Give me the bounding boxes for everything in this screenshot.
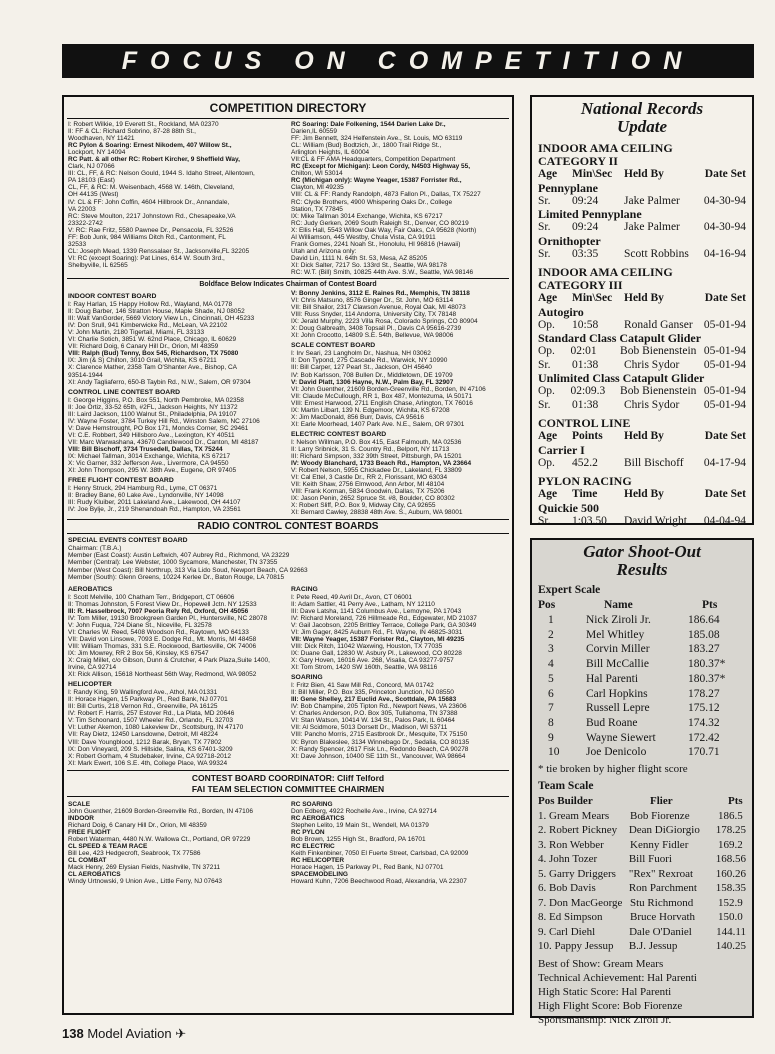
directory-entry: V: John Fuqua, 724 Diane St., Niceville, FL 32578 [68, 621, 212, 629]
directory-entry: X: Randy Spencer, 2617 Fisk Ln., Redondo Beach, CA 90278 [291, 745, 469, 753]
directory-entry: X: Craig Millet, c/o Gibson, Dunn & Crutcher, 4 Park Plaza,Suite 1400, [68, 657, 270, 665]
directory-entry: RC Patt. & all other RC: Robert Kircher, 9 Sheffield Way, [68, 156, 240, 164]
directory-entry: X: Vic Garner, 332 Jefferson Ave., Livermore, CA 94550 [68, 460, 229, 468]
directory-entry: IV: CL & FF: John Coffin, 4604 Hillbrook Dr., Annandale, [68, 198, 230, 206]
directory-entry: Bill Lee, 423 Hedgecroft, Seabrook, TX 77586 [68, 850, 201, 858]
directory-entry: II: Adam Sattler, 41 Perry Ave., Latham, NY 12110 [291, 600, 435, 608]
directory-entry: IX: Jerald Murphy, 2223 Villa Rosa, Colorado Springs, CO 80904 [291, 318, 478, 326]
directory-entry: VI: Cal Ettel, 3 Castle Dr., RR 2, Florissant, MO 63034 [291, 474, 448, 482]
record-category: CATEGORY II [538, 154, 618, 168]
directory-entry: V: Bonny Jenkins, 3112 E. Raines Rd., Memphis, TN 38118 [291, 290, 470, 298]
directory-entry: VI: Luther Akemon, 1080 Lakeview Dr., Scottsburg, IN 47170 [68, 724, 244, 732]
directory-entry: II: Bill Miller, P.O. Box 335, Princeton Junction, NJ 08550 [291, 689, 454, 697]
special-events-title: SPECIAL EVENTS CONTEST BOARD [68, 537, 188, 545]
helicopter-list [68, 689, 285, 767]
directory-entry: FF: Bob Junk, 984 Williams Ditch Rd., Cantonment, FL [68, 233, 226, 241]
record-columns: Age Time Held By Date Set [538, 488, 746, 500]
directory-entry: IV: Don Srull, 941 Kimberwicke Rd., McLean, VA 22102 [68, 322, 228, 330]
directory-entry: Al Williamson, 445 Westby, Chula Vista, CA 91911 [291, 233, 436, 241]
directory-entry: I: George Higgins, P.O. Box 551, North Pembroke, MA 02358 [68, 396, 244, 404]
directory-entry: VII:CL & FF AMA Headquarters, Competition Department [291, 156, 456, 164]
directory-entry: Arlington Heights, IL 60004 [291, 149, 370, 157]
directory-entry: VIII: Russ Snyder, 114 Andorra, University City, TX 78148 [291, 311, 457, 319]
record-row: Sr. 01:38 Chris Sydor 05-01-94 [538, 358, 746, 371]
free-flight-board-list [68, 485, 285, 513]
directory-entry: XI: John Crocotto, 14809 S.E. 54th, Bellevue, WA 98006 [291, 332, 454, 340]
directory-entry: II: Thomas Johnston, 5 Forest View Dr., Hopewell Jctn. NY 12533 [68, 600, 257, 608]
directory-entry: Richard Doig, 6 Canary Hill Dr., Orion, MI 48359 [68, 821, 207, 829]
directory-entry: XI: John Thompson, 295 W. 38th Ave., Eugene, OR 97405 [68, 467, 237, 475]
directory-entry: RC: Judy Gerken, 2069 South Raleigh St., Denver, CO 80219 [291, 219, 469, 227]
directory-entry: FREE FLIGHT [68, 828, 111, 836]
gator-title: Gator Shoot-Out Results [583, 542, 701, 579]
gator-shootout-panel [530, 538, 754, 1026]
team-row: 5. Garry Driggers "Rex" Rexroat 160.26 [538, 867, 746, 880]
directory-entry: IV: Bob Champine, 205 Tipton Rd., Newport News, VA 23606 [291, 703, 467, 711]
directory-entry: VII: David von Linsowe, 7093 E. Dodge Rd., Mt. Morris, MI 48458 [68, 635, 257, 643]
directory-entry: II: Larry Sribnick, 31 S. Country Rd., Belport, NY 11713 [291, 445, 450, 453]
record-row: Sr. 03:35 Scott Robbins 04-16-94 [538, 247, 746, 260]
directory-entry: VII: Richard Doig, 6 Canary Hill Dr., Orion, MI 48359 [68, 343, 219, 351]
directory-entry: Shelbyville, IL 62565 [68, 261, 128, 269]
record-class: Ornithopter [538, 233, 601, 248]
directory-entry: I: Irv Seari, 23 Langholm Dr., Nashua, NH 03062 [291, 350, 431, 358]
record-class: Carrier I [538, 442, 585, 457]
team-results [538, 809, 746, 954]
directory-entry: VIII: Ernest Harwood, 2711 English Chase, Arlington, TX 76016 [291, 399, 473, 407]
directory-entry: VII: Bill Shailor, 2317 Clawson Avenue, Royal Oak, MI 48073 [291, 304, 466, 312]
team-row: 7. Don MacGeorge Stu Richmond 152.9 [538, 896, 743, 909]
directory-entry: I: Robert Wilkie, 19 Everett St., Rockland, MA 02370 [68, 121, 219, 128]
directory-entry: VIII: Dave Youngblood, 1212 Barak, Bryan, TX 77802 [68, 738, 222, 746]
team-row: 1. Gream Mears Bob Fiorenze 186.5 [538, 809, 743, 822]
directory-entry: X: Ellis Hall, 5543 Willow Oak Way, Fair Oaks, CA 95628 (North) [291, 226, 477, 234]
directory-entry: VI: Charlie Sotich, 3851 W. 62nd Place, Chicago, IL 60629 [68, 336, 237, 344]
directory-entry: III: Rudy Kluiber, 2011 Lakeland Ave., Lakewood, OH 44107 [68, 499, 241, 507]
directory-entry: II: FF & CL: Richard Sobrino, 87-28 88th St., [68, 128, 196, 136]
directory-entry: VIII: Frank Korman, 5834 Goodwin, Dallas, TX 75206 [291, 488, 445, 496]
directory-entry: Stephen Lelito, 19 Main St., Wendell, MA 01379 [291, 821, 429, 829]
directory-entry: III: Gene Shelley, 217 Euclid Ave., Scottdale, PA 15683 [291, 696, 457, 704]
directory-entry: RC: Steve Moulton, 2217 Johnstown Rd., Chesapeake,VA [68, 212, 236, 220]
directory-entry: VA 22003 [68, 205, 96, 213]
indoor-board-list [68, 301, 285, 386]
free-flight-board-title: FREE FLIGHT CONTEST BOARD [68, 477, 174, 485]
award-item: Technical Achievement: Hal Parenti [538, 971, 697, 984]
directory-entry: VIII: Dick Ritch, 11042 Waxwing, Houston, TX 77035 [291, 642, 443, 650]
directory-entry: V: RC: Rae Fritz, 5580 Pawnee Dr., Pensacola, FL 32526 [68, 226, 234, 234]
directory-entry: X: Doug Galbreath, 3408 Topsail Pl., Davis CA 95616-2739 [291, 325, 462, 333]
directory-entry: IX: Mike Tallman 3014 Exchange, Wichita, KS 67217 [291, 212, 443, 220]
awards-list [538, 957, 746, 1027]
record-class: Autogiro [538, 304, 584, 319]
directory-entry: Utah and Arizona only: [291, 247, 357, 255]
record-columns: Age Points Held By Date Set [538, 430, 746, 442]
directory-entry: RC ELECTRIC [291, 842, 335, 850]
directory-entry: CL, FF, & RC: M. Weisenbach, 4568 W. 146th, Cleveland, [68, 184, 235, 192]
directory-entry: XI: Mark Ewert, 106 S.E. 4th, College Place, WA 99324 [68, 759, 228, 767]
directory-entry: Chairman: (T.B.A.) [68, 545, 122, 553]
team-scale-label: Team Scale [538, 780, 594, 793]
directory-entry: II: Bradley Bane, 60 Lake Ave., Lyndonville, NY 14098 [68, 492, 224, 500]
directory-entry: I: Randy King, 59 Wallingford Ave., Athol, MA 01331 [68, 689, 218, 697]
directory-entry: Member (East Coast): Austin Leftwich, 407 Aubrey Rd., Richmond, VA 23229 [68, 552, 290, 560]
directory-entry: I: Nelson Willman, P.O. Box 415, East Falmouth, MA 02536 [291, 438, 462, 446]
section-banner: FOCUS ON COMPETITION [62, 44, 754, 78]
aerobatics-list [68, 594, 285, 679]
directory-entry: I: Scott Melville, 100 Chatham Terr., Bridgeport, CT 06606 [68, 593, 235, 601]
award-item: Best of Show: Gream Mears [538, 957, 664, 970]
directory-entry: VII: Claude McCullough, RR 1, Box 487, Montezuma, IA 50171 [291, 392, 473, 400]
directory-entry: I: Fritz Bien, 41 Saw Mill Rd., Concord, MA 01742 [291, 682, 434, 690]
directory-entry: 32533 [68, 240, 87, 248]
directory-entry: IV: Woody Blanchard, 1733 Beach Rd., Hampton, VA 23664 [291, 460, 472, 468]
directory-entry: RC: Clyde Brothers, 4900 Whispering Oaks Dr., College [291, 198, 453, 206]
directory-entry: VII: Marc Warwashana, 43670 Candlewood Dr., Canton, MI 48187 [68, 438, 259, 446]
expert-header: Pos Name Pts [538, 599, 718, 611]
expert-row: 1 Nick Ziroli Jr. 186.64 [548, 614, 720, 626]
directory-entry: VI: John Guenther, 21609 Borden-Greenville Rd., Borden, IN 47106 [291, 385, 486, 393]
award-item: High Static Score: Hal Parenti [538, 985, 672, 998]
directory-entry: VI: Charles W. Reed, 5408 Woodson Rd., Raytown, MO 64133 [68, 628, 249, 636]
directory-entry: RC: W.T. (Bill) Smith, 10825 44th Ave. S.W., Seattle, WA 98146 [291, 268, 474, 276]
directory-entry: Woodhaven, NY 11421 [68, 135, 135, 143]
control-line-board-list [68, 397, 285, 475]
directory-entry: Keith Finkenbiner, 7050 El Fuerte Street, Carlsbad, CA 92009 [291, 850, 469, 858]
indoor-board-list-cont [291, 290, 508, 339]
directory-entry: Bob Brown, 1255 High St., Bradford, PA 16701 [291, 835, 426, 843]
scale-board-list [291, 350, 508, 428]
fai-list-left [68, 801, 285, 886]
directory-entry: IV: Richard Moreland, 726 Hillmeade Rd., Edgewater, MD 21037 [291, 614, 477, 622]
directory-entry: IV: Wayne Foster, 3784 Turkey Hill Rd., Winston Salem, NC 27106 [68, 417, 260, 425]
record-class: Standard Class Catapult Glider [538, 331, 702, 345]
expert-row: 8 Bud Roane 174.32 [548, 716, 720, 729]
directory-entry: Chilton, WI 53014 [291, 170, 343, 178]
directory-entry: RC (Michigan only): Wayne Yeager, 15387 Forrister Rd., [291, 177, 462, 185]
scale-board-title: SCALE CONTEST BOARD [291, 342, 376, 350]
fai-title: FAI TEAM SELECTION COMMITTEE CHAIRMEN [67, 784, 509, 797]
directory-entry: Clayton, MI 49235 [291, 184, 344, 192]
directory-entry: RC SOARING [291, 800, 333, 808]
record-category: INDOOR AMA CEILING [538, 141, 673, 155]
directory-entry: RC Pylon & Soaring: Ernest Nikodem, 407 Willow St., [68, 142, 232, 150]
directory-entry: III: Dave Latsha, 1141 Columbus Ave., Lemoyne, PA 17043 [291, 607, 462, 615]
team-header: Pos Builder Flier Pts [538, 795, 743, 808]
directory-entry: I: Ray Harlan, 15 Happy Hollow Rd., Wayland, MA 01778 [68, 301, 233, 309]
directory-entry: VI: Chris Matsuno, 8576 Ginger Dr., St. John, MO 63114 [291, 297, 454, 305]
directory-entry: FF: Jim Bennett, 324 Helfenstein Ave., St. Louis, MO 63119 [291, 135, 463, 143]
directory-entry: III: R. Hasselbrock, 7007 Peoria Rely Rd, Oxford, OH 45056 [68, 607, 249, 615]
expert-row: 6 Carl Hopkins 178.27 [548, 687, 720, 700]
record-category: INDOOR AMA CEILING [538, 265, 673, 279]
award-item: High Flight Score: Bob Fiorenze [538, 999, 683, 1012]
directory-entry: RC HELICOPTER [291, 857, 345, 865]
team-row: 6. Bob Davis Ron Parchment 158.35 [538, 882, 746, 895]
special-events-list [68, 545, 508, 580]
team-row: 2. Robert Pickney Dean DiGiorgio 178.25 [538, 824, 746, 837]
directory-entry: V: Dave Hemstrought, PO Box 171, Moncks Corner, SC 29461 [68, 424, 249, 432]
expert-row: 3 Corvin Miller 183.27 [548, 643, 720, 656]
directory-entry: IX: Jim Mowrey, RR 2 Box 56, Kinsley, KS 67547 [68, 650, 209, 657]
record-category: CATEGORY III [538, 278, 623, 292]
directory-entry: V: Robert Nelson, 5955 Chickadee Dr., Lakeland, FL 33809 [291, 467, 462, 475]
directory-entry: David Lin, 1111 N. 64th St. 53, Mesa, AZ 85205 [291, 254, 428, 262]
directory-entry: Lockport, NY 14094 [68, 149, 126, 157]
directory-entry: XI: Andy Tagliaferro, 650-B Taybin Rd., N.W., Salem, OR 97304 [68, 378, 251, 386]
directory-entry: IV: Robert F. Harris, 257 Estover Rd., La Plata, MD 20646 [68, 710, 235, 718]
directory-entry: X: Robert Sliff, P.O. Box 9, Midway City, CA 92655 [291, 502, 436, 510]
team-row: 4. John Tozer Bill Fuori 168.56 [538, 853, 746, 866]
record-row: Sr. 09:24 Jake Palmer 04-30-94 [538, 221, 746, 233]
directory-entry: CL AEROBATICS [68, 871, 121, 879]
directory-entry: CL: Joseph Mead, 1339 Renssalaer St., Jacksonville,FL 32205 [68, 247, 250, 255]
directory-entry: VI: Jim Gager, 8425 Auburn Rd., Ft. Wayne, IN 46825-3031 [291, 628, 463, 636]
expert-results [538, 613, 746, 760]
magazine-name: Model Aviation ✈ [87, 1026, 187, 1041]
directory-entry: III: Walt VanGorder, 5669 Victory View Ln., Cincinnati, OH 45233 [68, 315, 255, 323]
directory-entry: II: Joe Ortiz, 33-52 65th, #2FL, Jackson Heights, NY 11372 [68, 403, 238, 411]
directory-entry: III: Richard Simpson, 332 39th Street, Pittsburgh, PA 15201 [291, 452, 462, 460]
directory-entry: IX: Don Vineyard, 209 S. Hillside, Salina, KS 67401-3209 [68, 745, 233, 753]
fai-list-right [291, 801, 508, 886]
directory-entry: II: Horace Hagen, 15 Parkway Pl., Red Bank, NJ 07701 [68, 696, 228, 704]
directory-entry: Irvine, CA 92714 [68, 664, 117, 672]
expert-row: 7 Russell Lepre 175.12 [548, 702, 720, 715]
directory-entry: XI: Rick Allison, 15618 Northeast 56th Way, Redmond, WA 98052 [68, 671, 257, 679]
indoor-board-title: INDOOR CONTEST BOARD [68, 293, 157, 301]
expert-row: 4 Bill McCallie 180.37* [548, 658, 726, 671]
page-number: 138 [62, 1026, 84, 1041]
team-row: 3. Ron Webber Kenny Fidler 169.2 [538, 838, 743, 851]
directory-entry: CL SPEED & TEAM RACE [68, 842, 148, 850]
helicopter-title: HELICOPTER [68, 681, 112, 689]
electric-board-title: ELECTRIC CONTEST BOARD [291, 430, 387, 438]
records-body [538, 142, 746, 528]
directory-entry: V: Gail Jacobson, 2205 Brittley Terrace, College Park, GA 30349 [291, 621, 477, 629]
directory-entry: X: Clarence Mather, 2358 Tam O'Shanter Ave., Bishop, CA [68, 364, 238, 372]
national-records-panel [530, 95, 754, 525]
directory-entry: X: Gary Hoven, 16016 Ave. 268, Visalia, CA 93277-9757 [291, 657, 454, 665]
directory-entry: IV: Tom Miller, 19130 Brookgreen Garden Pl., Huntersville, NC 28078 [68, 614, 268, 622]
directory-entry: V: Charles Anderson, P.O. Box 305, Tullahoma, TN 37388 [291, 710, 458, 718]
record-row: Sr. 01:38 Chris Sydor 05-01-94 [538, 398, 746, 411]
directory-entry: I: Henry Struck, 294 Hamburg Rd., Lyme, CT 06371 [68, 485, 218, 493]
team-row: 8. Ed Simpson Bruce Horvath 150.0 [538, 911, 743, 924]
directory-entry: VIII: Ralph (Bud) Tenny, Box 545, Richardson, TX 75080 [68, 350, 239, 358]
directory-entry: Frank Gomes, 2241 Noah St., Honolulu, HI 96816 (Hawaii) [291, 240, 461, 248]
team-row: 9. Carl Diehl Dale O'Daniel 144.11 [538, 925, 746, 938]
directory-entry: RC Soaring: Dale Folkening, 1544 Darien Lake Dr., [291, 121, 446, 128]
directory-entry: IV: Bob Karlsson, 708 Bullen Dr., Middletown, DE 19709 [291, 371, 453, 379]
electric-board-list [291, 439, 508, 517]
record-class: Quickie 500 [538, 500, 600, 515]
directory-entry: Robert Waterman, 4480 N.W. Wallowa Ct., Portland, OR 97229 [68, 835, 251, 843]
aerobatics-title: AEROBATICS [68, 585, 113, 593]
directory-entry: V: Tim Schoonard, 1507 Wheeler Rd., Orlando, FL 32703 [68, 717, 233, 725]
directory-entry: Member (West Coast): Bill Northrup, 313 Via Lido Soud, Newport Beach, CA 92663 [68, 566, 308, 574]
record-row: Sr. 1:03.50 David Wright 04-04-94 [538, 514, 746, 527]
ff-list-left [68, 121, 285, 276]
directory-entry: RC PYLON [291, 828, 325, 836]
directory-entry: VII: Keith Shaw, 2756 Elmwood, Ann Arbor, MI 48104 [291, 481, 445, 489]
coordinator: CONTEST BOARD COORDINATOR: Cliff Telford [67, 770, 509, 783]
soaring-list [291, 682, 508, 760]
directory-entry: SPACEMODELING [291, 871, 348, 879]
directory-entry: X: Jim MacDonald, 856 Burr, Davis, CA 95616 [291, 413, 424, 421]
directory-entry: PA 18103 (East) [68, 177, 115, 185]
expert-row: 2 Mel Whitley 185.08 [548, 628, 720, 641]
control-line-board-title: CONTROL LINE CONTEST BOARD [68, 388, 181, 396]
directory-entry: RC (Except for Michigan): Leon Cordy, N4503 Highway 55, [291, 163, 471, 171]
directory-entry: 23322-2742 [68, 219, 103, 227]
boldface-note: Boldface Below Indicates Chairman of Contest Board [67, 278, 509, 288]
soaring-title: SOARING [291, 674, 323, 682]
record-row: Op. 02:09.3 Bob Bienenstein 05-01-94 [538, 385, 746, 397]
directory-entry: Windy Urtnowski, 9 Union Ave., Little Ferry, NJ 07643 [68, 878, 223, 886]
directory-entry: III: Laird Jackson, 1100 Walnut St., Philadelphia, PA 19107 [68, 410, 237, 418]
expert-row: 5 Hal Parenti 180.37* [548, 672, 726, 685]
directory-entry: Don Edberg, 4922 Rochelle Ave., Irvine, CA 92714 [291, 807, 437, 815]
directory-entry: IX: Jason Penin, 2652 Spruce St. #8, Boulder, CO 80302 [291, 495, 455, 503]
directory-entry: Member (South): Glenn Greens, 10224 Kerlee Dr., Baton Rouge, LA 70815 [68, 573, 285, 581]
rc-boards-title: RADIO CONTROL CONTEST BOARDS [67, 519, 509, 534]
directory-entry: RC AEROBATICS [291, 814, 345, 822]
directory-entry: XI: Dave Johnson, 10400 SE 11th St., Vancouver, WA 98664 [291, 752, 466, 760]
directory-entry: Mack Henry, 269 Elysian Fields, Nashville, TN 37211 [68, 864, 221, 872]
directory-title: COMPETITION DIRECTORY [67, 97, 509, 119]
directory-entry: VI: RC (except Soaring): Pat Lines, 614 W. South 3rd., [68, 254, 225, 262]
directory-entry: Darien,IL 60559 [291, 128, 338, 136]
directory-entry: Station, TX 77845 [291, 205, 343, 213]
directory-entry: II: Doug Barber, 146 Stratton House, Maple Shade, NJ 08052 [68, 308, 245, 316]
directory-entry: Clark, NJ 07066 [68, 163, 115, 171]
record-row: Sr. 09:24 Jake Palmer 04-30-94 [538, 194, 746, 207]
page-footer [62, 1026, 186, 1042]
record-class: Pennyplane [538, 180, 599, 195]
directory-entry: XI: Tom Strom, 1420 SW 160th, Seattle, WA 98116 [291, 664, 438, 672]
directory-entry: VIII: Pancho Morris, 2715 Eastbrook Dr., Mesquite, TX 75150 [291, 731, 468, 739]
directory-entry: XI: Dick Salter, 7217 So. 133rd St., Seattle, WA 98178 [291, 261, 447, 269]
ff-list-right [291, 121, 508, 276]
directory-entry: Howard Kuhn, 7206 Beechwood Road, Alexandria, VA 22307 [291, 878, 467, 886]
tie-note: * tie broken by higher flight score [538, 763, 688, 776]
directory-entry: IX: Jim (& S) Chilton, 3010 Grail, Wichita, KS 67211 [68, 357, 217, 365]
directory-entry: VII: Wayne Yeager, 15387 Forister Rd., Clayton, MI 49235 [291, 635, 465, 643]
directory-entry: VIII: Bill Bischoff, 3734 Trusedell, Dallas, TX 75244 [68, 445, 223, 453]
expert-row: 9 Wayne Siewert 172.42 [548, 731, 720, 744]
directory-entry: CL COMBAT [68, 857, 107, 865]
directory-entry: Member (Central): Lee Webster, 1000 Sycamore, Manchester, TN 37355 [68, 559, 278, 567]
directory-entry: VIII: William Thomas, 331 S.E. Rockwood, Bartlesville, OK 74006 [68, 642, 257, 650]
record-category: PYLON RACING [538, 474, 632, 488]
expert-row: 10 Joe Denicolo 170.71 [548, 746, 720, 759]
record-columns: Age Min\Sec Held By Date Set [538, 292, 746, 304]
record-row: Op. 02:01 Bob Bienenstein 05-01-94 [538, 345, 746, 357]
directory-entry: IV: Joe Bylje, Jr., 219 Shenandoah Rd., Hampton, VA 23561 [68, 506, 241, 514]
directory-entry: III: Bill Curtis, 218 Vernon Rd., Greenville, PA 16125 [68, 703, 218, 711]
directory-entry: X: Robert Gorham, 4 Studebaker, Irvine, CA 92718-2012 [68, 752, 231, 760]
team-row: 10. Pappy Jessup B.J. Jessup 140.25 [538, 940, 746, 953]
directory-entry: INDOOR [68, 814, 94, 822]
record-row: Op. 10:58 Ronald Ganser 05-01-94 [538, 318, 746, 331]
directory-entry: VI: Stan Watson, 10414 W. 134 St., Palos Park, IL 60464 [291, 717, 455, 725]
record-row: Op. 452.2 Bill Bischoff 04-17-94 [538, 456, 746, 469]
directory-entry: II: Don Typond, 275 Cascade Rd., Warwick, NY 10990 [291, 357, 448, 365]
directory-entry: IX: Duane Gall, 12830 W. Asbury Pl., Lakewood, CO 80228 [291, 650, 462, 657]
directory-entry: SCALE [68, 800, 91, 808]
directory-entry: IX: Michael Tallman, 3014 Exchange, Wichita, KS 67217 [68, 452, 231, 460]
directory-entry: Horace Hagen, 15 Parkway Pl., Red Bank, NJ 07701 [291, 864, 444, 872]
record-columns: Age Min\Sec Held By Date Set [538, 168, 746, 180]
directory-entry: OH 44135 (West) [68, 191, 119, 199]
award-item: Sportsmanship: Nick Ziroli Jr. [538, 1013, 672, 1026]
directory-entry: V: John Martin, 2180 Tigertail, Miami, FL 33133 [68, 329, 205, 337]
directory-entry: IX: Byron Blakeslee, 3134 Winnebago Dr., Sedalia, CO 80135 [291, 738, 470, 746]
directory-entry: XI: Bernard Cawley, 28838 48th Ave. S., Auburn, WA 98001 [291, 509, 463, 517]
directory-entry: XI: Earle Moorhead, 1407 Park Ave. N.E., Salem, OR 97301 [291, 420, 465, 428]
record-class: Unlimited Class Catapult Glider [538, 371, 705, 385]
record-class: Limited Pennyplane [538, 207, 642, 221]
directory-entry: I: Pete Reed, 49 Avril Dr., Avon, CT 06001 [291, 593, 413, 601]
racing-list [291, 594, 508, 672]
racing-title: RACING [291, 585, 318, 593]
directory-entry: John Guenther, 21609 Borden-Greenville Rd., Borden, IN 47106 [68, 807, 254, 815]
directory-entry: VII: Ray Dietz, 12450 Lansdowne, Detroit, MI 48224 [68, 731, 218, 739]
directory-entry: VI: C.E. Robbert, 349 Hillsboro Ave., Lexington, KY 40511 [68, 431, 235, 439]
directory-entry: CL: William (Bud) Bodtzich, Jr., 1800 Trail Ridge St., [291, 142, 442, 150]
directory-entry: III: CL, FF, & RC: Nelson Gould, 1944 S. Idaho Street, Allentown, [68, 170, 255, 178]
record-category: CONTROL LINE [538, 416, 631, 430]
directory-entry: V: David Platt, 1306 Hayne, N.W., Palm Bay, FL 32907 [291, 378, 454, 386]
directory-entry: VIII: CL & FF: Randy Randolph, 4873 Fallon Pl., Dallas, TX 75227 [291, 191, 481, 199]
directory-entry: III: Bill Carper, 127 Pearl St., Jackson, OH 45640 [291, 364, 432, 372]
expert-scale-label: Expert Scale [538, 584, 601, 596]
directory-entry: IX: Martin Lilbart, 139 N. Edgemoor, Wichita, KS 67208 [291, 406, 450, 414]
directory-entry: 93514-1944 [68, 371, 103, 379]
competition-directory [62, 95, 514, 1015]
directory-entry: VII: Al Scidmore, 5013 Dorsett Dr., Madison, WI 53711 [291, 724, 448, 732]
records-title: National Records Update [580, 99, 704, 136]
